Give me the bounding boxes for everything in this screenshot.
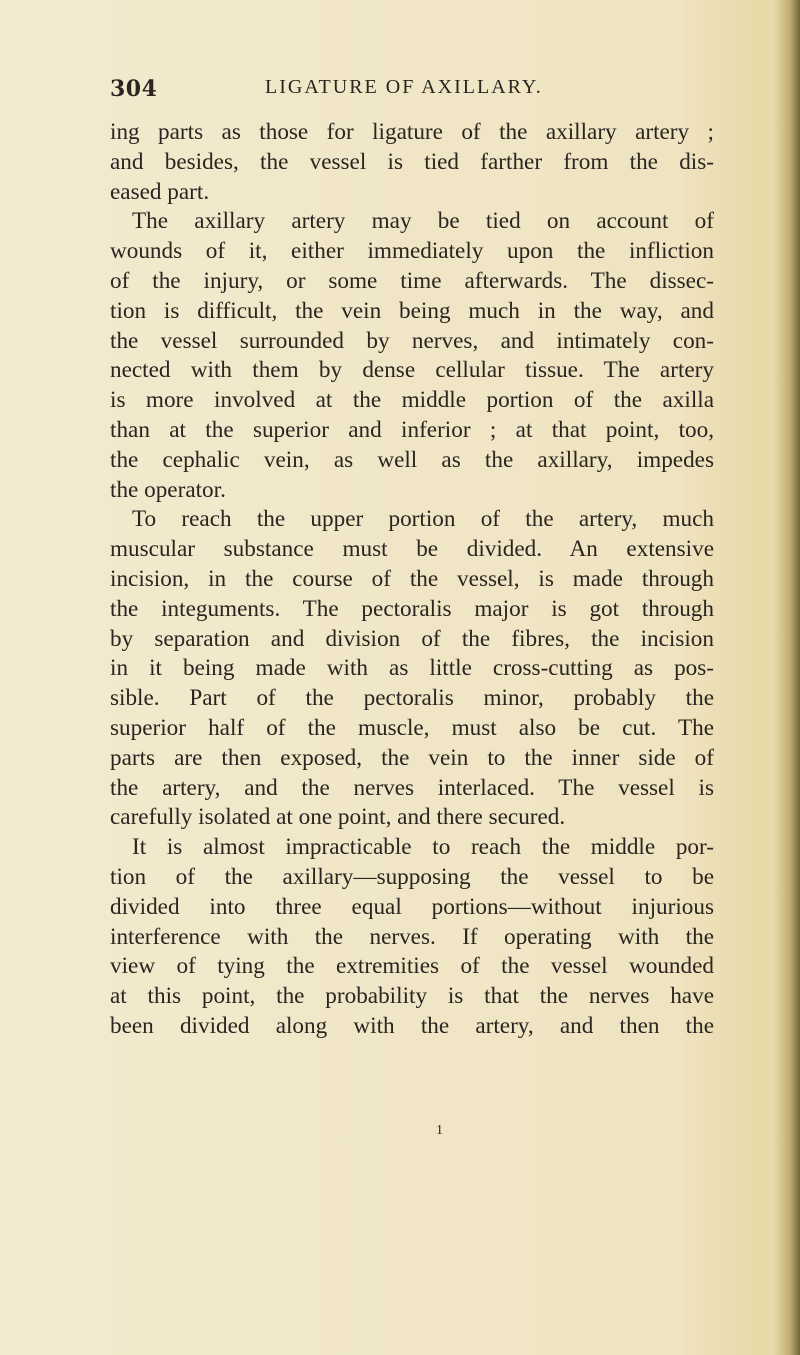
text-line: the operator. (110, 476, 226, 503)
text-line: eased part. (110, 178, 210, 205)
text-line: of the injury, or some time afterwards. The dissec- (110, 267, 714, 294)
text-line: the vessel surrounded by nerves, and intimately con- (110, 327, 714, 354)
text-line: nected with them by dense cellular tissue. The artery (110, 357, 714, 384)
running-head: LIGATURE OF AXILLARY. (265, 76, 543, 98)
text-line: and besides, the vessel is tied farther from the dis- (110, 148, 714, 175)
page-edge-shadow (774, 0, 800, 1355)
paragraph (110, 833, 714, 1042)
body-text (110, 118, 714, 1042)
text-line: divided into three equal portions—without injurious (110, 893, 714, 920)
text-line: incision, in the course of the vessel, is made through (110, 565, 714, 592)
text-line: It is almost impracticable to reach the middle por- (132, 834, 714, 861)
paragraph (110, 118, 714, 207)
text-line: carefully isolated at one point, and there secured. (110, 804, 566, 831)
text-line: the integuments. The pectoralis major is got through (110, 595, 714, 622)
text-line: To reach the upper portion of the artery, much (132, 506, 714, 533)
paragraph (110, 207, 714, 505)
text-line: the artery, and the nerves interlaced. The vessel is (110, 774, 714, 801)
text-line: The axillary artery may be tied on account of (132, 208, 714, 235)
text-line: view of tying the extremities of the vessel wounded (110, 953, 714, 980)
text-line: ing parts as those for ligature of the axillary artery ; (110, 119, 714, 145)
signature-mark: 1 (436, 1123, 443, 1138)
page-header (110, 76, 710, 110)
text-line: than at the superior and inferior ; at that point, too, (110, 416, 714, 443)
page-number: 304 (110, 76, 158, 102)
text-line: tion is difficult, the vein being much in the way, and (110, 297, 714, 324)
text-line: sible. Part of the pectoralis minor, probably the (110, 685, 714, 712)
text-line: superior half of the muscle, must also be cut. The (110, 714, 714, 741)
text-line: interference with the nerves. If operating with the (110, 923, 714, 950)
text-line: in it being made with as little cross-cutting as pos- (110, 655, 714, 682)
text-line: is more involved at the middle portion of the axilla (110, 387, 714, 414)
text-line: at this point, the probability is that the nerves have (110, 983, 714, 1010)
paragraph (110, 505, 714, 833)
text-line: been divided along with the artery, and then the (110, 1012, 714, 1039)
text-line: muscular substance must be divided. An extensive (110, 536, 714, 563)
text-line: wounds of it, either immediately upon the infliction (110, 238, 714, 265)
text-line: the cephalic vein, as well as the axillary, impedes (110, 446, 714, 473)
text-line: tion of the axillary—supposing the vessel to be (110, 863, 714, 890)
text-line: parts are then exposed, the vein to the inner side of (110, 744, 714, 771)
text-line: by separation and division of the fibres, the incision (110, 625, 714, 652)
